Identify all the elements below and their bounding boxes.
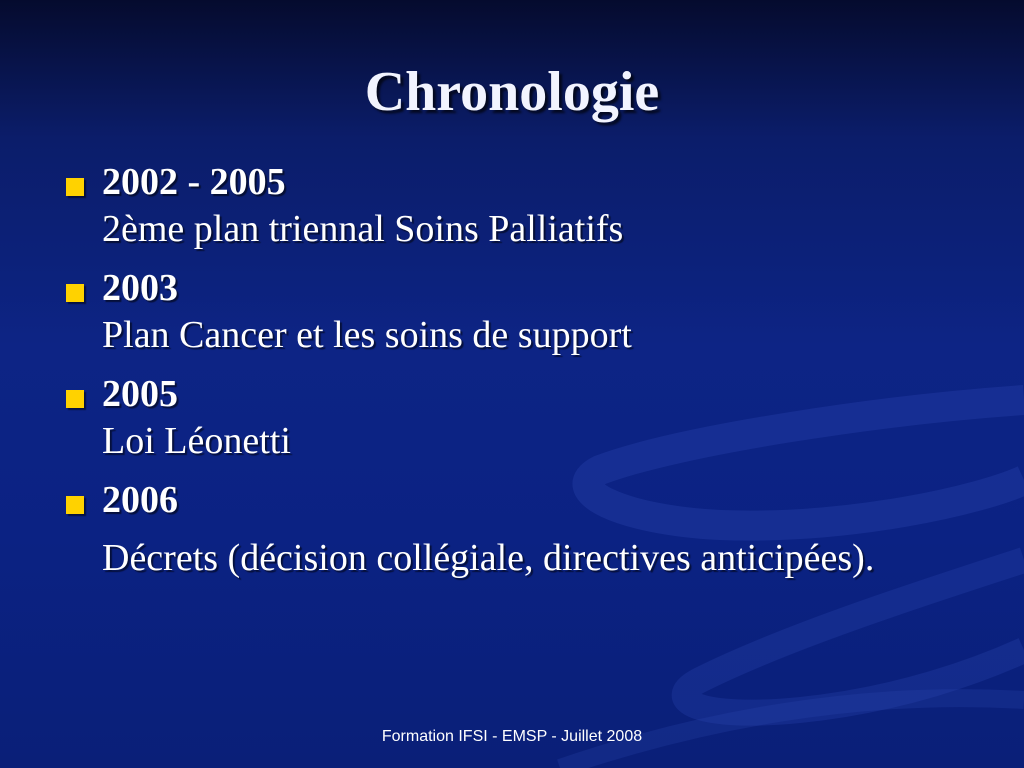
item-year: 2003: [102, 266, 178, 309]
item-description: Décrets (décision collégiale, directives anticipées).: [102, 537, 875, 580]
square-bullet-icon: [66, 390, 84, 408]
square-bullet-icon: [66, 178, 84, 196]
list-item: [62, 372, 962, 464]
list-item: [62, 266, 962, 358]
slide-title: Chronologie: [364, 61, 660, 123]
item-description: Loi Léonetti: [102, 419, 291, 462]
square-bullet-icon: [66, 284, 84, 302]
square-bullet-icon: [66, 496, 84, 514]
item-year: 2002 - 2005: [102, 161, 286, 203]
slide-footer: Formation IFSI - EMSP - Juillet 2008: [381, 728, 643, 745]
chronology-list: [62, 160, 962, 596]
item-description: Plan Cancer et les soins de support: [102, 313, 632, 356]
item-year: 2006: [102, 478, 178, 521]
list-item: [62, 160, 962, 252]
item-year: 2005: [102, 372, 178, 415]
list-item: [62, 478, 962, 582]
item-description: 2ème plan triennal Soins Palliatifs: [102, 207, 624, 250]
